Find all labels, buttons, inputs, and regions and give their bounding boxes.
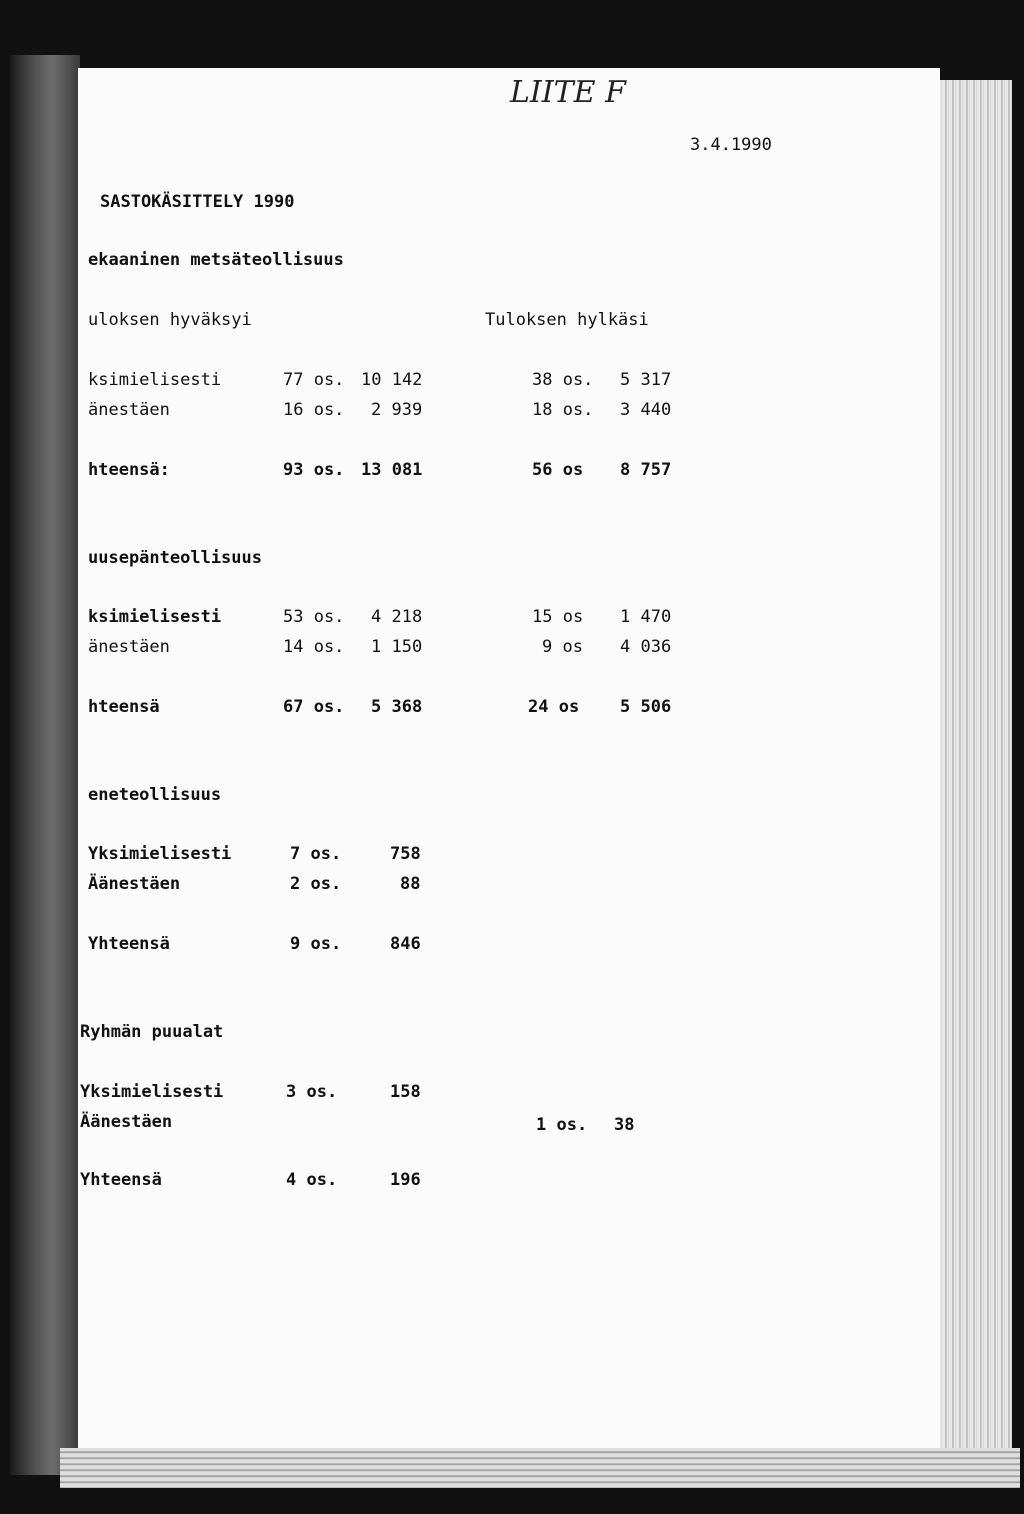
acc-total: 758 <box>390 844 421 864</box>
rej-total: 38 <box>614 1115 635 1135</box>
section-title: eneteollisuus <box>88 785 222 805</box>
handwritten-mark: LIITE F <box>510 75 626 110</box>
acc-count: 93 os. <box>283 460 345 480</box>
page-stack-bottom <box>60 1448 1020 1488</box>
acc-total: 1 150 <box>371 637 423 657</box>
acc-count: 7 os. <box>290 844 342 864</box>
rej-total: 3 440 <box>620 400 672 420</box>
acc-total: 846 <box>390 934 421 954</box>
document-title: SASTOKÄSITTELY 1990 <box>100 192 295 212</box>
rej-total: 5 317 <box>620 370 672 390</box>
document-date: 3.4.1990 <box>690 135 772 155</box>
section-title: uusepänteollisuus <box>88 548 262 568</box>
rej-total: 5 506 <box>620 697 672 717</box>
rej-count: 18 os. <box>532 400 594 420</box>
row-label: ksimielisesti <box>88 607 222 627</box>
acc-total: 2 939 <box>371 400 423 420</box>
row-label: Yksimielisesti <box>88 844 232 864</box>
acc-count: 2 os. <box>290 874 342 894</box>
acc-total: 196 <box>390 1170 421 1190</box>
acc-total: 158 <box>390 1082 421 1102</box>
acc-total: 5 368 <box>371 697 423 717</box>
acc-count: 4 os. <box>286 1170 338 1190</box>
rej-count: 9 os <box>542 637 583 657</box>
header-accepted: uloksen hyväksyi <box>88 310 252 330</box>
acc-count: 3 os. <box>286 1082 338 1102</box>
row-label: ksimielisesti <box>88 370 222 390</box>
header-rejected: Tuloksen hylkäsi <box>485 310 649 330</box>
document-page <box>78 68 940 1448</box>
acc-count: 9 os. <box>290 934 342 954</box>
section-title: ekaaninen metsäteollisuus <box>88 250 344 270</box>
row-label: Äänestäen <box>80 1112 173 1132</box>
total-label: Yhteensä <box>80 1170 162 1190</box>
rej-total: 8 757 <box>620 460 672 480</box>
total-label: hteensä <box>88 697 160 717</box>
binding-shadow <box>10 55 80 1475</box>
rej-count: 38 os. <box>532 370 594 390</box>
rej-count: 56 os <box>532 460 584 480</box>
acc-count: 53 os. <box>283 607 345 627</box>
rej-count: 15 os <box>532 607 584 627</box>
rej-total: 4 036 <box>620 637 672 657</box>
acc-total: 10 142 <box>361 370 423 390</box>
acc-count: 77 os. <box>283 370 345 390</box>
acc-total: 13 081 <box>361 460 423 480</box>
row-label: änestäen <box>88 400 170 420</box>
acc-total: 88 <box>400 874 421 894</box>
row-label: Yksimielisesti <box>80 1082 224 1102</box>
row-label: Äänestäen <box>88 874 181 894</box>
acc-count: 14 os. <box>283 637 345 657</box>
section-title: Ryhmän puualat <box>80 1022 224 1042</box>
acc-count: 67 os. <box>283 697 345 717</box>
rej-count: 24 os <box>528 697 580 717</box>
acc-total: 4 218 <box>371 607 423 627</box>
page-stack-edge <box>928 80 1012 1475</box>
rej-count: 1 os. <box>536 1115 588 1135</box>
total-label: Yhteensä <box>88 934 170 954</box>
rej-total: 1 470 <box>620 607 672 627</box>
acc-count: 16 os. <box>283 400 345 420</box>
row-label: änestäen <box>88 637 170 657</box>
total-label: hteensä: <box>88 460 170 480</box>
